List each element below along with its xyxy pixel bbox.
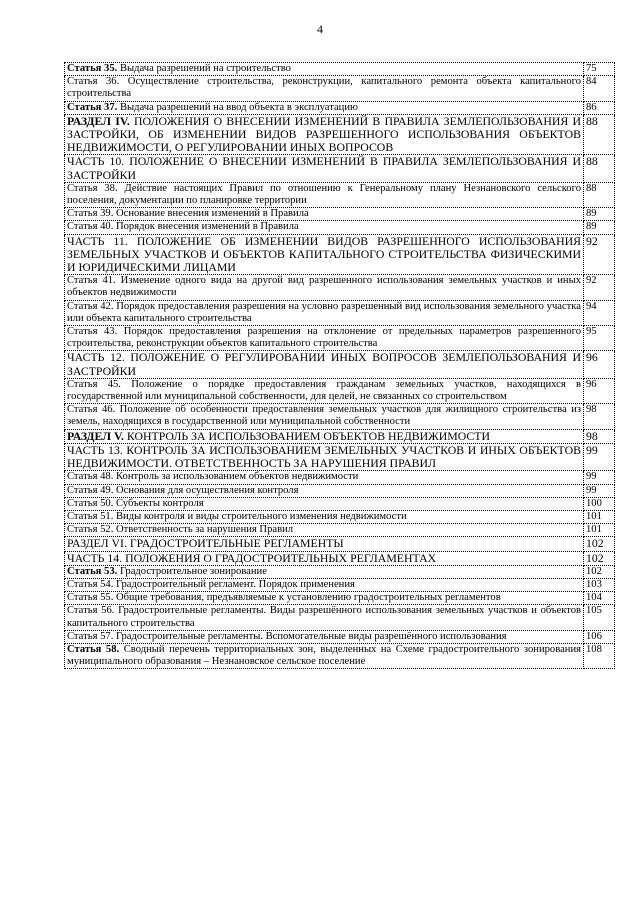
toc-entry-label: Статья 37.	[67, 101, 118, 113]
toc-row	[65, 592, 615, 605]
toc-entry-text: ЧАСТЬ 13. КОНТРОЛЬ ЗА ИСПОЛЬЗОВАНИЕМ ЗЕМЕЛЬНЫХ УЧАСТКОВ И ИНЫХ ОБЪЕКТОВ НЕДВИЖИМОСТИ. ОТВЕТСТВЕННОСТЬ ЗА НАРУШЕНИЯ ПРАВИЛ	[67, 442, 581, 471]
toc-row	[65, 537, 615, 551]
toc-row	[65, 101, 615, 114]
toc-row	[65, 471, 615, 484]
toc-entry-page: 105	[584, 605, 615, 630]
toc-entry-page: 75	[584, 63, 615, 76]
toc-entry-text: Статья 45. Положение о порядке предоставления гражданам земельных участков, находящихся в государственной или муниципальной собственности, для целей, не связанных со строительством	[67, 378, 581, 403]
toc-entry-page: 101	[584, 510, 615, 523]
toc-entry-text: Статья 41. Изменение одного вида на другой вид разрешенного использования земельных участков и иных объектов недвижимости	[67, 275, 581, 299]
toc-row	[65, 63, 615, 76]
toc-entry-text: Сводный перечень территориальных зон, выделенных на Схеме градостроительного зонирования муниципального образования – Незнановское сельское поселение	[67, 643, 582, 668]
toc-row	[65, 429, 615, 443]
toc-entry-page: 98	[584, 429, 615, 443]
toc-entry-page: 88	[584, 155, 615, 182]
toc-row	[65, 182, 615, 207]
toc-entry-page: 96	[584, 351, 615, 378]
toc-entry-page: 96	[584, 378, 615, 403]
toc-entry-page: 100	[584, 497, 615, 510]
toc-row	[65, 551, 615, 565]
toc-row	[65, 443, 615, 470]
toc-entry-text: Статья 39. Основание внесения изменений в Правила	[67, 208, 309, 220]
toc-entry-page: 108	[584, 643, 615, 668]
toc-row	[65, 484, 615, 497]
toc-entry-title	[65, 275, 584, 300]
toc-entry-text: Статья 55. Общие требования, предъявляемые к установлению градостроительных регламентов	[67, 592, 501, 604]
toc-entry-text: Статья 36. Осуществление строительства, реконструкции, капитального ремонта объекта капитального строительства	[67, 76, 581, 100]
toc-entry-page: 103	[584, 578, 615, 591]
toc-row	[65, 234, 615, 275]
toc-entry-title	[65, 76, 584, 101]
toc-row	[65, 76, 615, 101]
toc-entry-page: 102	[584, 551, 615, 565]
toc-entry-text: Статья 43. Порядок предоставления разрешения на отклонение от предельных параметров разрешенного строительства, реконструкции объектов капитального строительства	[67, 326, 581, 350]
toc-entry-text: Выдача разрешений на ввод объекта в эксплуатацию	[117, 101, 358, 113]
toc-row	[65, 404, 615, 429]
toc-entry-page: 89	[584, 208, 615, 221]
toc-entry-label: Статья 58.	[67, 643, 120, 655]
toc-entry-title	[65, 643, 584, 668]
toc-row	[65, 300, 615, 325]
toc-entry-title	[65, 497, 584, 510]
toc-entry-page: 102	[584, 537, 615, 551]
toc-entry-title	[65, 234, 584, 275]
toc-row	[65, 221, 615, 234]
toc-entry-text: РАЗДЕЛ VI. ГРАДОСТРОИТЕЛЬНЫЕ РЕГЛАМЕНТЫ	[67, 536, 344, 551]
toc-entry-title	[65, 443, 584, 470]
toc-entry-page: 89	[584, 221, 615, 234]
toc-entry-page: 95	[584, 326, 615, 351]
toc-entry-title	[65, 578, 584, 591]
toc-entry-title	[65, 208, 584, 221]
toc-entry-page: 99	[584, 443, 615, 470]
toc-row	[65, 565, 615, 578]
toc-entry-page: 84	[584, 76, 615, 101]
toc-entry-title	[65, 182, 584, 207]
toc-entry-title	[65, 484, 584, 497]
toc-entry-page: 98	[584, 404, 615, 429]
toc-row	[65, 524, 615, 537]
toc-entry-title	[65, 592, 584, 605]
table-of-contents	[64, 62, 615, 669]
toc-entry-title	[65, 510, 584, 523]
toc-entry-title	[65, 537, 584, 551]
toc-entry-text: Статья 49. Основания для осуществления контроля	[67, 484, 299, 496]
toc-entry-text: ЧАСТЬ 11. ПОЛОЖЕНИЕ ОБ ИЗМЕНЕНИИ ВИДОВ РАЗРЕШЕННОГО ИСПОЛЬЗОВАНИЯ ЗЕМЕЛЬНЫХ УЧАСТКОВ И ОБЪЕКТОВ КАПИТАЛЬНОГО СТРОИТЕЛЬСТВА ФИЗИЧЕСКИМИ И ЮРИДИЧЕСКИМИ ЛИЦАМИ	[67, 233, 581, 275]
toc-entry-text: Статья 46. Положение об особенности предоставления земельных участков для жилищного строительства из земель, находящихся в государственной или муниципальной собственности	[67, 404, 581, 428]
toc-entry-text: Выдача разрешений на строительство	[117, 63, 291, 74]
toc-entry-text: ПОЛОЖЕНИЯ О ВНЕСЕНИИ ИЗМЕНЕНИЙ В ПРАВИЛА ЗЕМЛЕПОЛЬЗОВАНИЯ И ЗАСТРОЙКИ, ОБ ИЗМЕНЕНИИ ВИДОВ РАЗРЕШЕННОГО ИСПОЛЬЗОВАНИЯ ОБЪЕКТОВ НЕДВИЖИМОСТИ, О РЕГУЛИРОВАНИИ ИНЫХ ВОПРОСОВ	[67, 113, 581, 155]
toc-entry-title	[65, 114, 584, 155]
toc-row	[65, 378, 615, 403]
toc-entry-label: РАЗДЕЛ IV.	[67, 113, 130, 128]
toc-entry-page: 94	[584, 300, 615, 325]
toc-entry-text: Статья 48. Контроль за использованием объектов недвижимости	[67, 471, 359, 483]
toc-entry-title	[65, 524, 584, 537]
toc-entry-page: 92	[584, 275, 615, 300]
toc-entry-title	[65, 429, 584, 443]
toc-entry-title	[65, 565, 584, 578]
toc-row	[65, 114, 615, 155]
toc-entry-title	[65, 605, 584, 630]
toc-entry-title	[65, 351, 584, 378]
toc-entry-page: 106	[584, 630, 615, 643]
toc-entry-title	[65, 471, 584, 484]
toc-entry-text: Градостроительное зонирование	[117, 565, 267, 577]
toc-entry-title	[65, 63, 584, 76]
toc-entry-text: Статья 56. Градостроительные регламенты. Виды разрешённого использования земельных участков и объектов капитального строительства	[67, 605, 581, 629]
toc-entry-page: 101	[584, 524, 615, 537]
toc-row	[65, 351, 615, 378]
page-number: 4	[317, 22, 323, 36]
toc-entry-text: Статья 57. Градостроительные регламенты. Вспомогательные виды разрешённого использования	[67, 630, 507, 642]
toc-entry-title	[65, 101, 584, 114]
toc-row	[65, 643, 615, 668]
toc-entry-text: Статья 42. Порядок предоставления разрешения на условно разрешенный вид использования земельного участка или объекта капитального строительства	[67, 300, 581, 324]
toc-entry-text: Статья 51. Виды контроля и виды строительного изменения недвижимости	[67, 510, 407, 522]
toc-entry-text: Статья 52. Ответственность за нарушения Правил	[67, 524, 294, 536]
toc-entry-page: 88	[584, 182, 615, 207]
toc-row	[65, 578, 615, 591]
toc-entry-title	[65, 551, 584, 565]
toc-entry-page: 99	[584, 471, 615, 484]
toc-row	[65, 497, 615, 510]
toc-entry-text: Статья 50. Субъекты контроля	[67, 497, 204, 509]
toc-entry-text: ЧАСТЬ 12. ПОЛОЖЕНИЕ О РЕГУЛИРОВАНИИ ИНЫХ ВОПРОСОВ ЗЕМЛЕПОЛЬЗОВАНИЯ И ЗАСТРОЙКИ	[67, 350, 581, 378]
toc-entry-text: КОНТРОЛЬ ЗА ИСПОЛЬЗОВАНИЕМ ОБЪЕКТОВ НЕДВИЖИМОСТИ	[123, 428, 491, 443]
toc-entry-title	[65, 300, 584, 325]
toc-row	[65, 275, 615, 300]
toc-entry-label: Статья 35.	[67, 63, 118, 74]
toc-entry-text: Статья 54. Градостроительный регламент. Порядок применения	[67, 578, 355, 590]
toc-entry-page: 92	[584, 234, 615, 275]
toc-entry-title	[65, 326, 584, 351]
toc-entry-page: 88	[584, 114, 615, 155]
toc-row	[65, 155, 615, 182]
toc-entry-text: ЧАСТЬ 10. ПОЛОЖЕНИЕ О ВНЕСЕНИИ ИЗМЕНЕНИЙ В ПРАВИЛА ЗЕМЛЕПОЛЬЗОВАНИЯ И ЗАСТРОЙКИ	[67, 154, 581, 182]
toc-entry-page: 102	[584, 565, 615, 578]
toc-row	[65, 208, 615, 221]
toc-body	[65, 63, 615, 669]
toc-entry-label: Статья 53.	[67, 565, 118, 577]
toc-entry-page: 99	[584, 484, 615, 497]
toc-entry-title	[65, 221, 584, 234]
toc-entry-text: Статья 38. Действие настоящих Правил по отношению к Генеральному плану Незнановского сельского поселения, документации по планировке территории	[67, 182, 581, 207]
toc-entry-title	[65, 404, 584, 429]
toc-row	[65, 510, 615, 523]
toc-row	[65, 605, 615, 630]
toc-entry-page: 86	[584, 101, 615, 114]
toc-entry-title	[65, 155, 584, 182]
toc-entry-page: 104	[584, 592, 615, 605]
toc-row	[65, 326, 615, 351]
toc-entry-title	[65, 630, 584, 643]
toc-entry-text: Статья 40. Порядок внесения изменений в Правила	[67, 221, 299, 233]
toc-entry-title	[65, 378, 584, 403]
toc-entry-text: ЧАСТЬ 14. ПОЛОЖЕНИЯ О ГРАДОСТРОИТЕЛЬНЫХ РЕГЛАМЕНТАХ	[67, 550, 437, 565]
toc-row	[65, 630, 615, 643]
toc-entry-label: РАЗДЕЛ V.	[67, 428, 124, 443]
